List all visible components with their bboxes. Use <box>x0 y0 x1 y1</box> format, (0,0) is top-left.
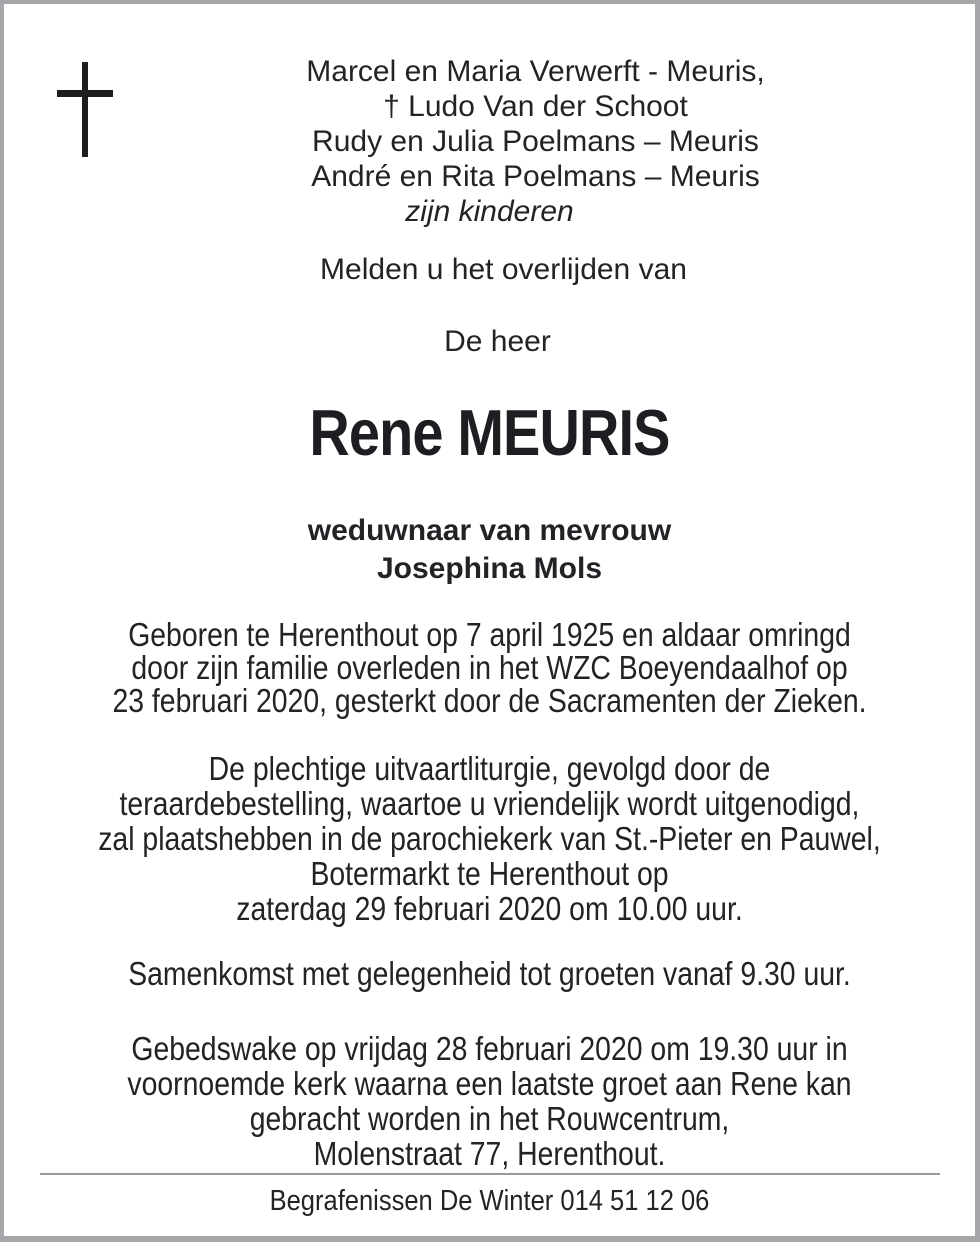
life-line: 23 februari 2020, gesterkt door de Sacramenten der Zieken. <box>112 682 867 719</box>
family-line: André en Rita Poelmans – Meuris <box>311 160 760 193</box>
wake-paragraph <box>72 1031 907 1171</box>
family-line: Rudy en Julia Poelmans – Meuris <box>312 125 759 158</box>
life-paragraph <box>72 618 907 717</box>
wake-line: Gebedswake op vrijdag 28 februari 2020 om 19.30 uur in <box>131 1030 848 1067</box>
gathering-line: Samenkomst met gelegenheid tot groeten vanaf 9.30 uur. <box>128 955 851 992</box>
service-line: zaterdag 29 februari 2020 om 10.00 uur. <box>236 890 743 927</box>
widower-block <box>4 512 975 588</box>
service-line: De plechtige uitvaartliturgie, gevolgd door de <box>208 750 771 787</box>
life-line: Geboren te Herenthout op 7 april 1925 en aldaar omringd <box>128 616 851 653</box>
wake-line: gebracht worden in het Rouwcentrum, <box>249 1100 730 1137</box>
wake-line: voornoemde kerk waarna een laatste groet aan Rene kan <box>127 1065 852 1102</box>
service-paragraph <box>72 751 907 926</box>
service-line: teraardebestelling, waartoe u vriendelijk wordt uitgenodigd, <box>119 785 860 822</box>
footer-divider <box>40 1173 940 1175</box>
family-names-block <box>50 54 980 194</box>
service-line: zal plaatshebben in de parochiekerk van St.-Pieter en Pauwel, <box>98 820 881 857</box>
funeral-home-line: Begrafenissen De Winter 014 51 12 06 <box>269 1185 710 1217</box>
deceased-name: Rene MEURIS <box>309 396 670 469</box>
salutation-line: De heer <box>444 325 551 358</box>
relation-line: zijn kinderen <box>405 195 574 228</box>
widower-line: Josephina Mols <box>376 552 603 585</box>
wake-line: Molenstraat 77, Herenthout. <box>313 1135 666 1172</box>
family-line: Marcel en Maria Verwerft - Meuris, <box>306 55 765 88</box>
notice-line: Melden u het overlijden van <box>320 253 687 286</box>
family-line: † Ludo Van der Schoot <box>383 90 688 123</box>
widower-line: weduwnaar van mevrouw <box>307 514 672 547</box>
service-line: Botermarkt te Herenthout op <box>310 855 669 892</box>
life-line: door zijn familie overleden in het WZC Boeyendaalhof op <box>131 649 848 686</box>
